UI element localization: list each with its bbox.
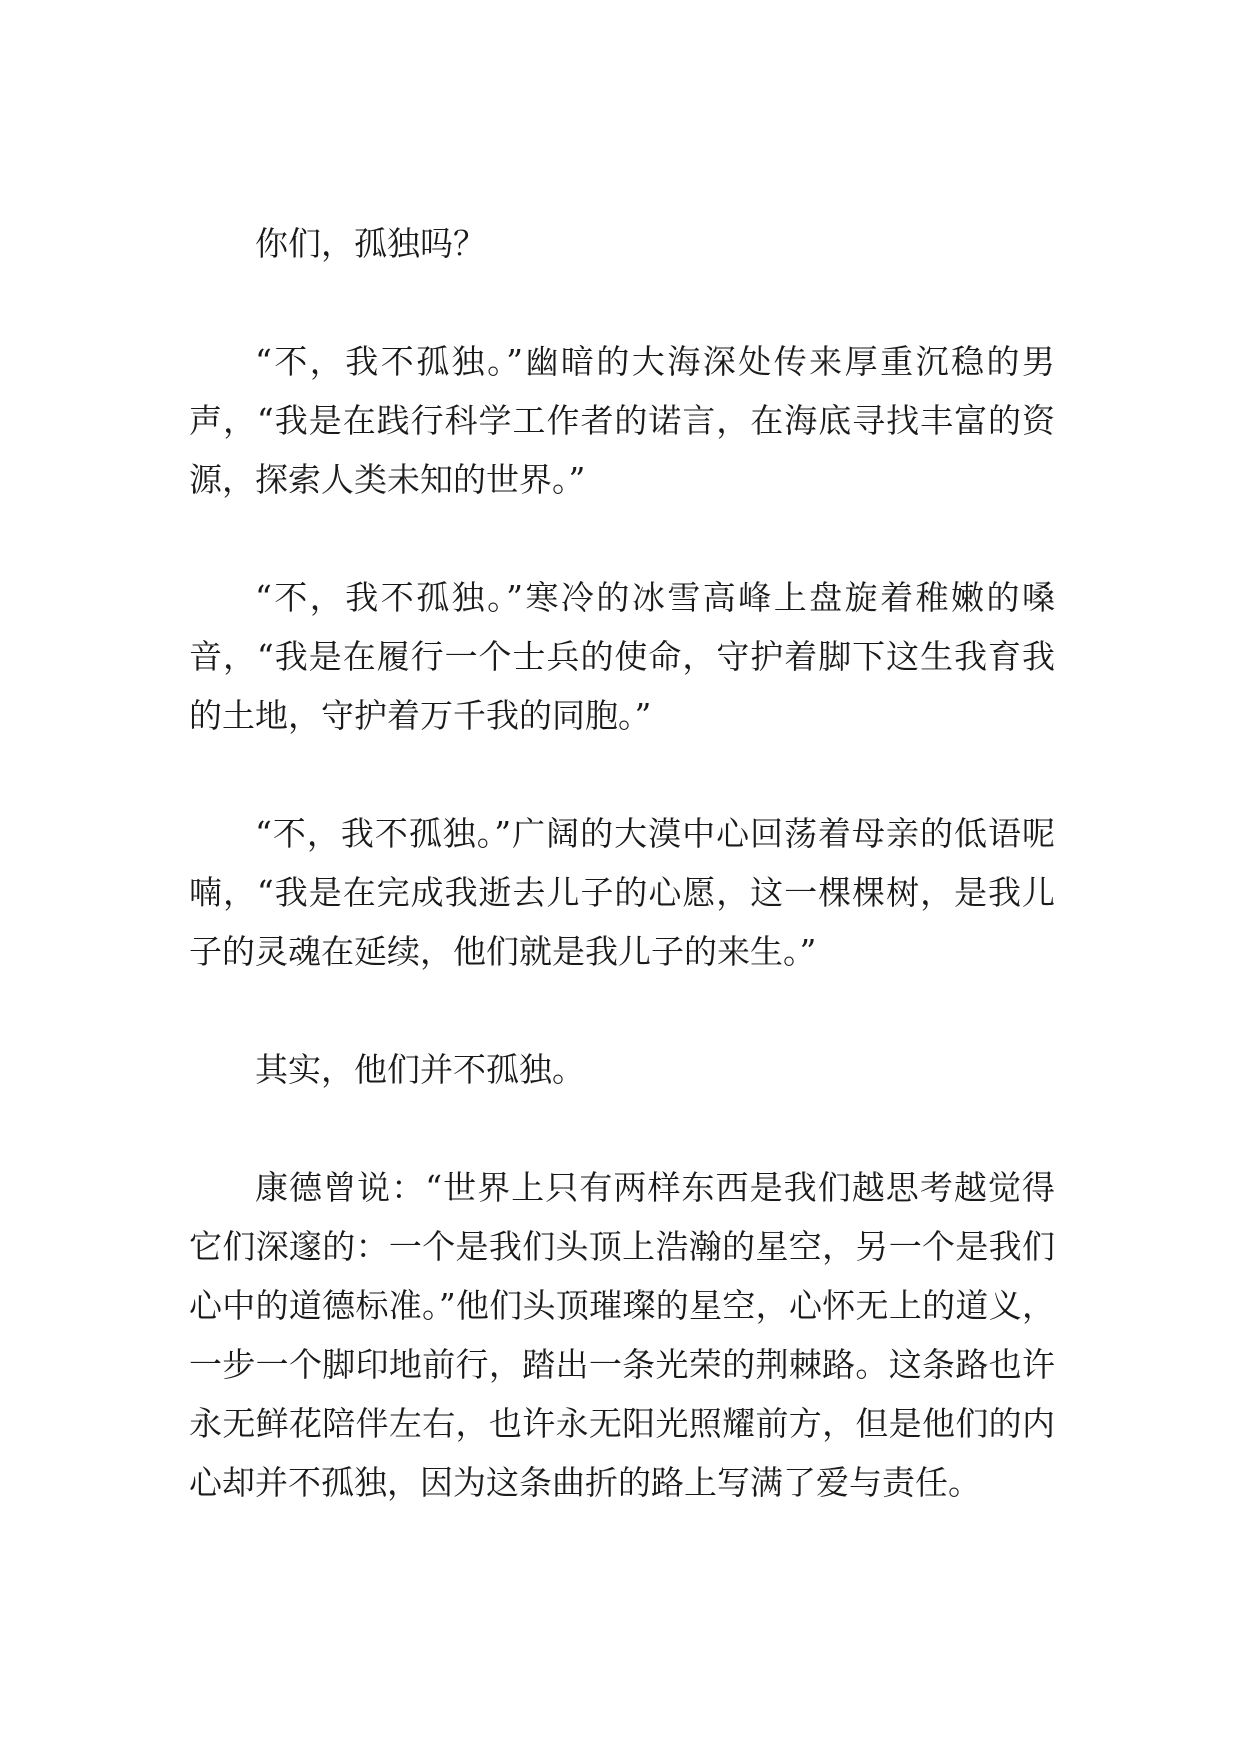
paragraph-answer: 其实，他们并不孤独。 — [255, 1050, 585, 1089]
paragraph-mother: “不，我不孤独。”广阔的大漠中心回荡着母亲的低语呢喃，“我是在完成我逝去儿子的心愿，这一棵棵树，是我儿子的灵魂在延续，他们就是我儿子的来生。” — [189, 814, 1055, 971]
paragraph-question: 你们，孤独吗？ — [255, 224, 486, 263]
paragraph-kant: 康德曾说：“世界上只有两样东西是我们越思考越觉得它们深邃的：一个是我们头顶上浩瀚的星空，另一个是我们心中的道德标准。”他们头顶璀璨的星空，心怀无上的道义，一步一个脚印地前行，踏出一条光荣的荆棘路。这条路也许永无鲜花陪伴左右，也许永无阳光照耀前方，但是他们的内心却并不孤独，因为这条曲折的路上写满了爱与责任。 — [189, 1168, 1055, 1502]
essay-body — [189, 214, 1055, 1512]
paragraph-scientist: “不，我不孤独。”幽暗的大海深处传来厚重沉稳的男声，“我是在践行科学工作者的诺言，在海底寻找丰富的资源，探索人类未知的世界。” — [189, 342, 1055, 499]
paragraph-soldier: “不，我不孤独。”寒冷的冰雪高峰上盘旋着稚嫩的嗓音，“我是在履行一个士兵的使命，守护着脚下这生我育我的土地，守护着万千我的同胞。” — [189, 578, 1055, 735]
